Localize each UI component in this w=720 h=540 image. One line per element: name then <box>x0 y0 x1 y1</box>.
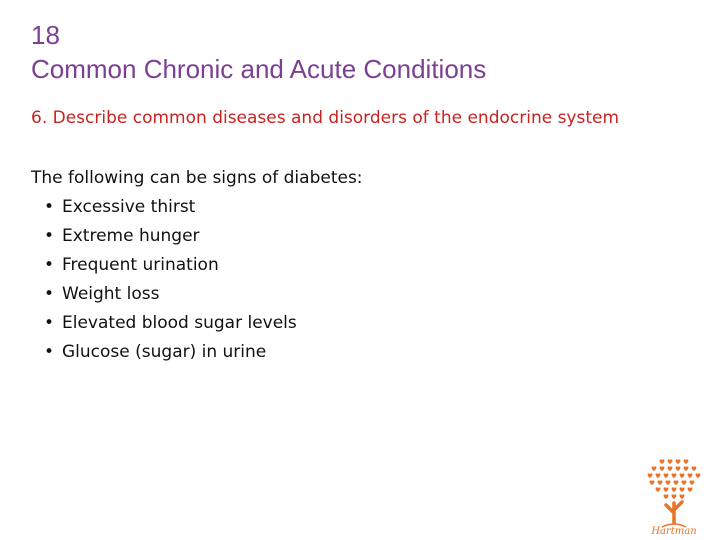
heart-icon <box>696 473 701 478</box>
heart-icon <box>664 487 669 492</box>
heart-icon <box>668 459 673 464</box>
svg-text:Hartman: Hartman <box>651 526 697 535</box>
heart-icon <box>672 487 677 492</box>
heart-icon <box>692 466 697 471</box>
list-item <box>31 280 671 309</box>
list-item <box>31 251 671 280</box>
heart-tree-icon <box>640 455 708 535</box>
chapter-title: Common Chronic and Acute Conditions <box>31 54 487 84</box>
heart-icon <box>680 494 685 499</box>
bullet-icon: • <box>44 226 55 246</box>
list-item-text: Weight loss <box>62 284 160 304</box>
heart-icon <box>660 459 665 464</box>
heart-icon <box>652 466 657 471</box>
heart-icon <box>684 459 689 464</box>
heart-icon <box>668 466 673 471</box>
heart-icon <box>648 473 653 478</box>
heart-icon <box>684 466 689 471</box>
heart-icon <box>680 473 685 478</box>
list-item-text: Elevated blood sugar levels <box>62 313 297 333</box>
bullet-icon: • <box>44 284 55 304</box>
bullet-icon: • <box>44 342 55 362</box>
list-item <box>31 193 671 222</box>
learning-objective: 6. Describe common diseases and disorders of the endocrine system <box>31 108 620 128</box>
bullet-icon: • <box>44 197 55 217</box>
intro-text: The following can be signs of diabetes: <box>31 168 363 188</box>
bullet-list <box>31 193 671 367</box>
heart-icon <box>690 480 695 485</box>
bullet-icon: • <box>44 313 55 333</box>
heart-icon <box>672 473 677 478</box>
heart-icon <box>676 466 681 471</box>
heart-icon <box>664 494 669 499</box>
heart-icon <box>656 487 661 492</box>
list-item-text: Excessive thirst <box>62 197 196 217</box>
heart-icon <box>660 466 665 471</box>
list-item-text: Extreme hunger <box>62 226 200 246</box>
bullet-icon: • <box>44 255 55 275</box>
heart-icon <box>688 473 693 478</box>
list-item-text: Glucose (sugar) in urine <box>62 342 267 362</box>
heart-icon <box>688 487 693 492</box>
heart-icon <box>676 459 681 464</box>
heart-icon <box>664 473 669 478</box>
slide-content <box>31 164 671 367</box>
hartman-logo <box>640 455 708 535</box>
heart-icon <box>672 494 677 499</box>
heart-icon <box>666 480 671 485</box>
heart-icon <box>658 480 663 485</box>
slide-title <box>31 18 486 86</box>
list-item-text: Frequent urination <box>62 255 219 275</box>
heart-icon <box>680 487 685 492</box>
chapter-number: 18 <box>31 20 60 50</box>
heart-icon <box>682 480 687 485</box>
heart-icon <box>650 480 655 485</box>
heart-icon <box>674 480 679 485</box>
heart-icon <box>656 473 661 478</box>
list-item <box>31 338 671 367</box>
list-item <box>31 222 671 251</box>
list-item <box>31 309 671 338</box>
